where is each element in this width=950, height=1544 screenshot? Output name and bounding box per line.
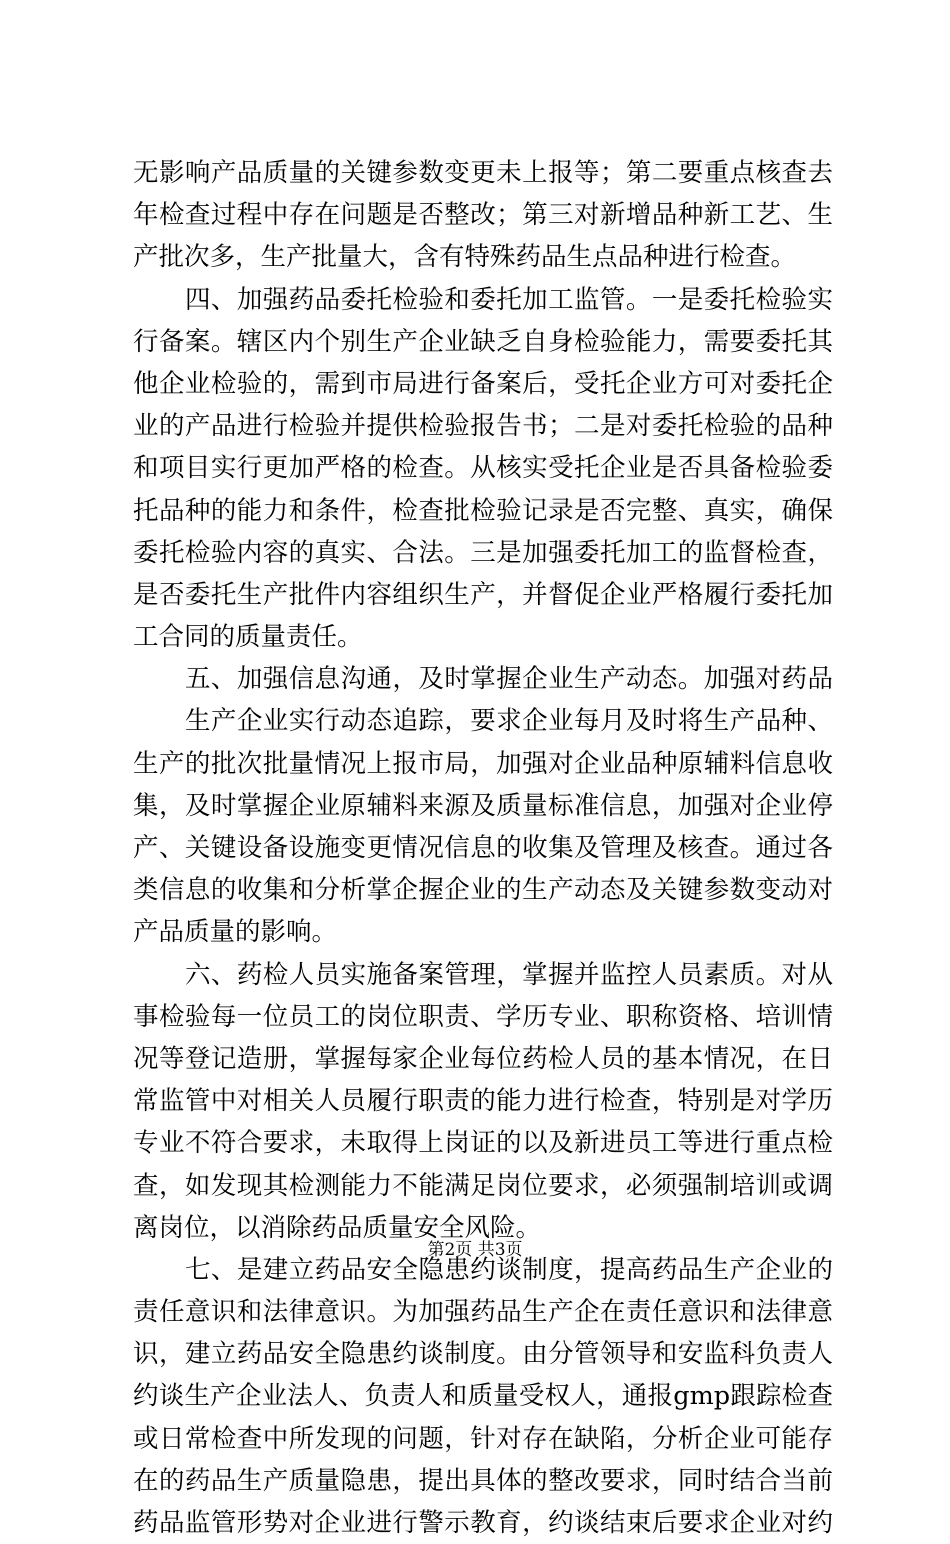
text-line: 或日常检查中所发现的问题，针对存在缺陷，分析企业可能存: [133, 1423, 833, 1454]
paragraph-start-line: 七、是建立药品安全隐患约谈制度，提高药品生产企业的: [185, 1254, 833, 1285]
text-line: 查，如发现其检测能力不能满足岗位要求，必须强制培训或调: [133, 1170, 833, 1201]
text-line: 他企业检验的，需到市局进行备案后，受托企业方可对委托企: [133, 368, 833, 399]
text-line: 托品种的能力和条件，检查批检验记录是否完整、真实，确保: [133, 495, 833, 526]
text-line: 是否委托生产批件内容组织生产，并督促企业严格履行委托加: [133, 579, 833, 610]
text-line: 专业不符合要求，未取得上岗证的以及新进员工等进行重点检: [133, 1128, 833, 1159]
page-footer: [0, 1238, 950, 1262]
text-line: 年检查过程中存在问题是否整改；第三对新增品种新工艺、生: [133, 200, 833, 231]
text-line: 生产的批次批量情况上报市局，加强对企业品种原辅料信息收: [133, 748, 833, 779]
text-line: 业的产品进行检验并提供检验报告书；二是对委托检验的品种: [133, 411, 833, 442]
text-line: 类信息的收集和分析掌企握企业的生产动态及关键参数变动对: [133, 875, 833, 906]
text-line: 药品监管形势对企业进行警示教育，约谈结束后要求企业对约: [133, 1508, 833, 1538]
paragraph-start-line: 四、加强药品委托检验和委托加工监管。一是委托检验实: [185, 284, 833, 315]
text-line: 委托检验内容的真实、合法。三是加强委托加工的监督检查，: [133, 537, 833, 568]
text-line: 事检验每一位员工的岗位职责、学历专业、职称资格、培训情: [133, 1001, 833, 1032]
page-number-label: 第2页 共3页: [427, 1240, 523, 1260]
text-line: 行备案。辖区内个别生产企业缺乏自身检验能力，需要委托其: [133, 326, 833, 357]
text-line: 集，及时掌握企业原辅料来源及质量标准信息，加强对企业停: [133, 790, 833, 821]
text-line: 在的药品生产质量隐患，提出具体的整改要求，同时结合当前: [133, 1465, 833, 1496]
text-line: 生产企业实行动态追踪，要求企业每月及时将生产品种、: [185, 706, 833, 737]
text-line: 识，建立药品安全隐患约谈制度。由分管领导和安监科负责人: [133, 1339, 833, 1370]
text-line: 无影响产品质量的关键参数变更未上报等；第二要重点核查去: [133, 158, 833, 188]
text-line: 离岗位，以消除药品质量安全风险。: [133, 1212, 542, 1243]
text-line: 产品质量的影响。: [133, 917, 338, 948]
text-line: 责任意识和法律意识。为加强药品生产企在责任意识和法律意: [133, 1297, 833, 1328]
text-line: 工合同的质量责任。: [133, 622, 363, 653]
paragraph-start-line: 六、药检人员实施备案管理，掌握并监控人员素质。对从: [185, 959, 833, 990]
body-text: [133, 152, 833, 1544]
text-line: 约谈生产企业法人、负责人和质量受权人，通报gmp跟踪检查: [133, 1381, 833, 1412]
text-line: 产、关键设备设施变更情况信息的收集及管理及核查。通过各: [133, 833, 833, 863]
text-line: 常监管中对相关人员履行职责的能力进行检查，特别是对学历: [133, 1086, 833, 1117]
text-line: 产批次多，生产批量大，含有特殊药品生点品种进行检查。: [133, 242, 797, 273]
paragraph-start-line: 五、加强信息沟通，及时掌握企业生产动态。加强对药品: [185, 664, 833, 695]
text-line: 和项目实行更加严格的检查。从核实受托企业是否具备检验委: [133, 453, 833, 484]
text-line: 况等登记造册，掌握每家企业每位药检人员的基本情况，在日: [133, 1043, 833, 1074]
